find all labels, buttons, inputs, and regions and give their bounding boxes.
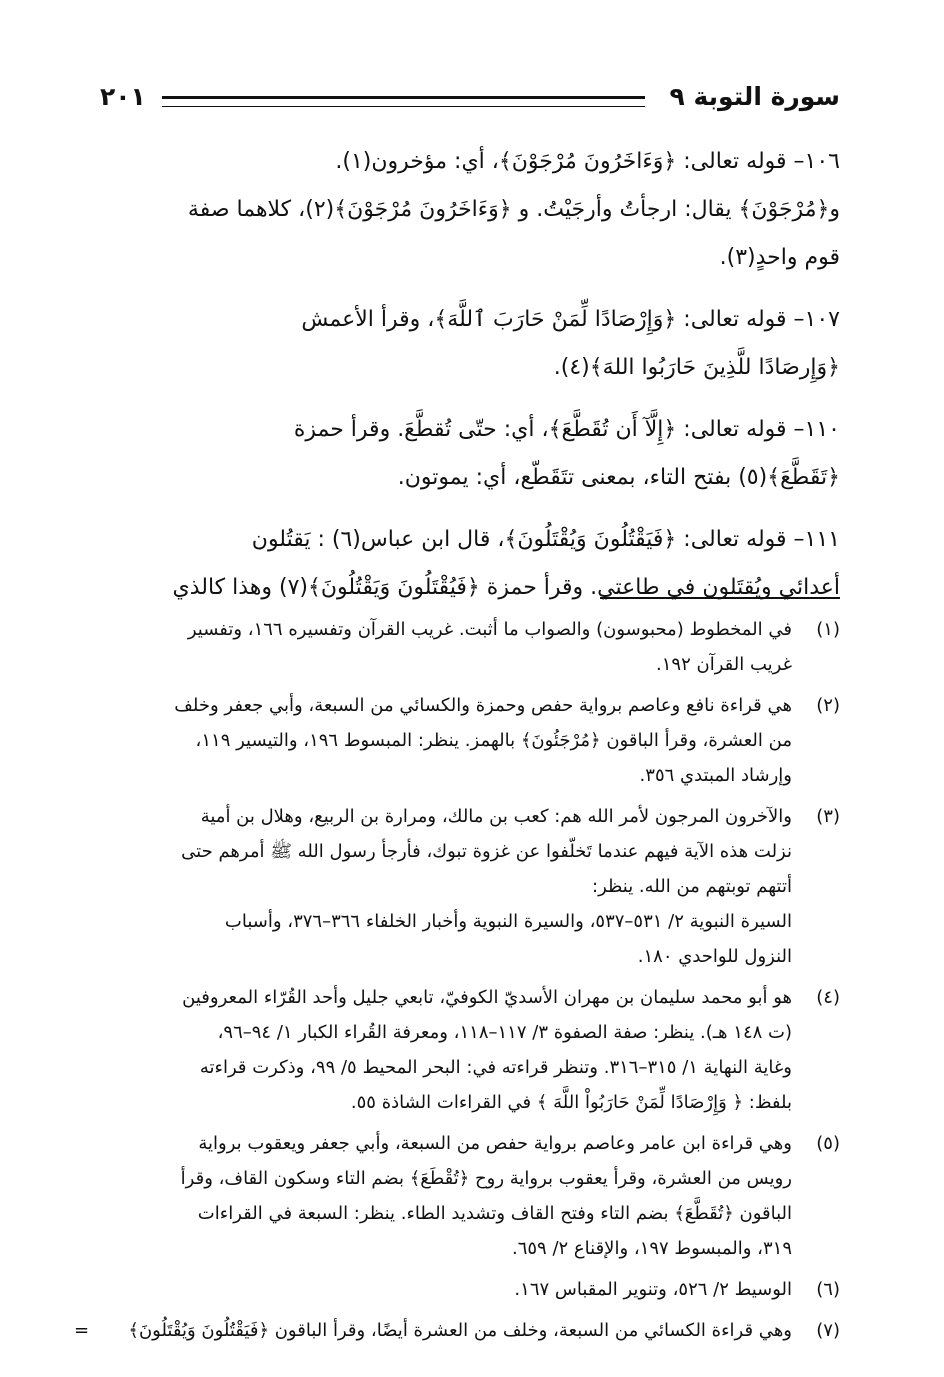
paragraph-107: [104, 296, 840, 392]
footnote-line: وهي قراءة ابن عامر وعاصم برواية حفص من السبعة، وأبي جعفر ويعقوب برواية: [198, 1133, 792, 1154]
footnote-line: الوسيط ٢/ ٥٢٦، وتنوير المقباس ١٦٧.: [514, 1279, 792, 1300]
footnote-line: والآخرون المرجون لأمر الله هم: كعب بن مالك، ومرارة بن الربيع، وهلال بن أمية: [200, 806, 792, 827]
footnote-3: [104, 799, 840, 974]
footnote-2: [104, 688, 840, 793]
main-text: [104, 138, 840, 626]
footnote-6: [104, 1272, 840, 1307]
footnote-line: هو أبو محمد سليمان بن مهران الأسديّ الكوفيّ، تابعي جليل وأحد القُرّاء المعروفين: [182, 987, 792, 1008]
paragraph-line: ١٠٧– قوله تعالى: ﴿وَإِرْصَادًا لِّمَنْ حَارَبَ ٱللَّهَ﴾، وقرأ الأعمش: [301, 307, 840, 332]
footnote-line: الباقون ﴿تُقَطَّعَ﴾ بضم التاء وفتح القاف وتشديد الطاء. ينظر: السبعة في القراءات: [197, 1203, 792, 1224]
footnote-line: بلفظ: ﴿ وَإِرْصَادًا لِّمَنْ حَارَبُواْ اللَّهَ ﴾ في القراءات الشاذة ٥٥.: [350, 1092, 792, 1113]
paragraph-106: [104, 138, 840, 282]
footnote-line: هي قراءة نافع وعاصم برواية حفص وحمزة والكسائي من السبعة، وأبي جعفر وخلف: [174, 695, 792, 716]
header-rule: [162, 96, 645, 107]
paragraph-line: ١٠٦– قوله تعالى: ﴿وَءَاخَرُونَ مُرْجَوْنَ﴾، أي: مؤخرون(١).: [335, 149, 840, 174]
paragraph-110: [104, 406, 840, 502]
surah-title: سورة التوبة ٩: [669, 82, 840, 111]
footnote-5: [104, 1126, 840, 1266]
footnote-number: (٢): [816, 695, 840, 716]
footnote-line: وإرشاد المبتدي ٣٥٦.: [639, 765, 792, 786]
footnote-line: (ت ١٤٨ هـ). ينظر: صفة الصفوة ٣/ ١١٧–١١٨، ومعرفة القُراء الكبار ١/ ٩٤–٩٦،: [217, 1022, 792, 1043]
footnote-line: وهي قراءة الكسائي من السبعة، وخلف من العشرة أيضًا، وقرأ الباقون ﴿فَيَقْتُلُونَ وَيُقْتَلُونَ﴾: [128, 1320, 792, 1341]
footnotes: [74, 612, 840, 1354]
footnote-separator: [600, 597, 840, 599]
footnote-line: النزول للواحدي ١٨٠.: [637, 946, 792, 967]
footnote-7: [74, 1313, 840, 1348]
footnote-number: (٤): [816, 987, 840, 1008]
footnote-line: نزلت هذه الآية فيهم عندما تَخلّفوا عن غزوة تبوك، فأرجأ رسول الله ﷺ أمرهم حتى: [181, 841, 792, 862]
footnote-line: السيرة النبوية ٢/ ٥٣١–٥٣٧، والسيرة النبوية وأخبار الخلفاء ٣٦٦–٣٧٦، وأسباب: [224, 911, 792, 932]
paragraph-line: ﴿وَإِرصَادًا للَّذِينَ حَارَبُوا اللهَ﴾(٤).: [553, 355, 840, 380]
footnote-4: [104, 980, 840, 1120]
paragraph-line: ١١١– قوله تعالى: ﴿فَيَقْتُلُونَ وَيُقْتَلُونَ﴾، قال ابن عباس(٦) : يَقتُلون: [251, 527, 840, 552]
footnote-line: ٣١٩، والمبسوط ١٩٧، والإقناع ٢/ ٦٥٩.: [511, 1238, 792, 1259]
footnote-number: (٧): [816, 1320, 840, 1341]
paragraph-line: قوم واحدٍ(٣).: [719, 245, 840, 270]
footnote-number: (١): [816, 619, 840, 640]
paragraph-line: ١١٠– قوله تعالى: ﴿إِلَّآ أَن تُقَطَّعَ﴾، أي: حتّى تُقطَّعَ. وقرأ حمزة: [293, 417, 840, 442]
footnote-line: من العشرة، وقرأ الباقون ﴿مُرْجَئُونَ﴾ بالهمز. ينظر: المبسوط ١٩٦، والتيسير ١١٩،: [195, 730, 792, 751]
paragraph-line: و﴿مُرْجَوْنَ﴾ يقال: ارجأتُ وأرجَيْتُ. و ﴿وَءَاخَرُونَ مُرْجَوْنَ﴾(٢)، كلاهما صفة: [187, 197, 840, 222]
footnote-line: رويس من العشرة، وقرأ يعقوب برواية روح ﴿تُقْطَعَ﴾ بضم التاء وسكون القاف، وقرأ: [180, 1168, 792, 1189]
continuation-mark: =: [74, 1320, 90, 1341]
paragraph-line: ﴿تَقَطَّعَ﴾(٥) بفتح التاء، بمعنى تتَقَطّع، أي: يموتون.: [397, 465, 840, 490]
footnote-line: غريب القرآن ١٩٢.: [656, 654, 792, 675]
footnote-line: وغاية النهاية ١/ ٣١٥–٣١٦. وتنظر قراءته في: البحر المحيط ٥/ ٩٩، وذكرت قراءته: [199, 1057, 792, 1078]
footnote-number: (٦): [816, 1279, 840, 1300]
paragraph-line: أعدائي ويُقتَلون في طاعتي. وقرأ حمزة ﴿فَيُقْتَلُونَ وَيَقْتُلُونَ﴾(٧) وهذا كالذي: [172, 575, 840, 600]
footnote-number: (٥): [816, 1133, 840, 1154]
footnote-1: [104, 612, 840, 682]
page-header: [100, 80, 840, 116]
footnote-line: في المخطوط (محبوسون) والصواب ما أثبت. غريب القرآن وتفسيره ١٦٦، وتفسير: [187, 619, 792, 640]
footnote-line: أتتهم توبتهم من الله. ينظر:: [592, 876, 792, 897]
footnote-number: (٣): [816, 806, 840, 827]
page-number: ٢٠١: [100, 82, 146, 111]
